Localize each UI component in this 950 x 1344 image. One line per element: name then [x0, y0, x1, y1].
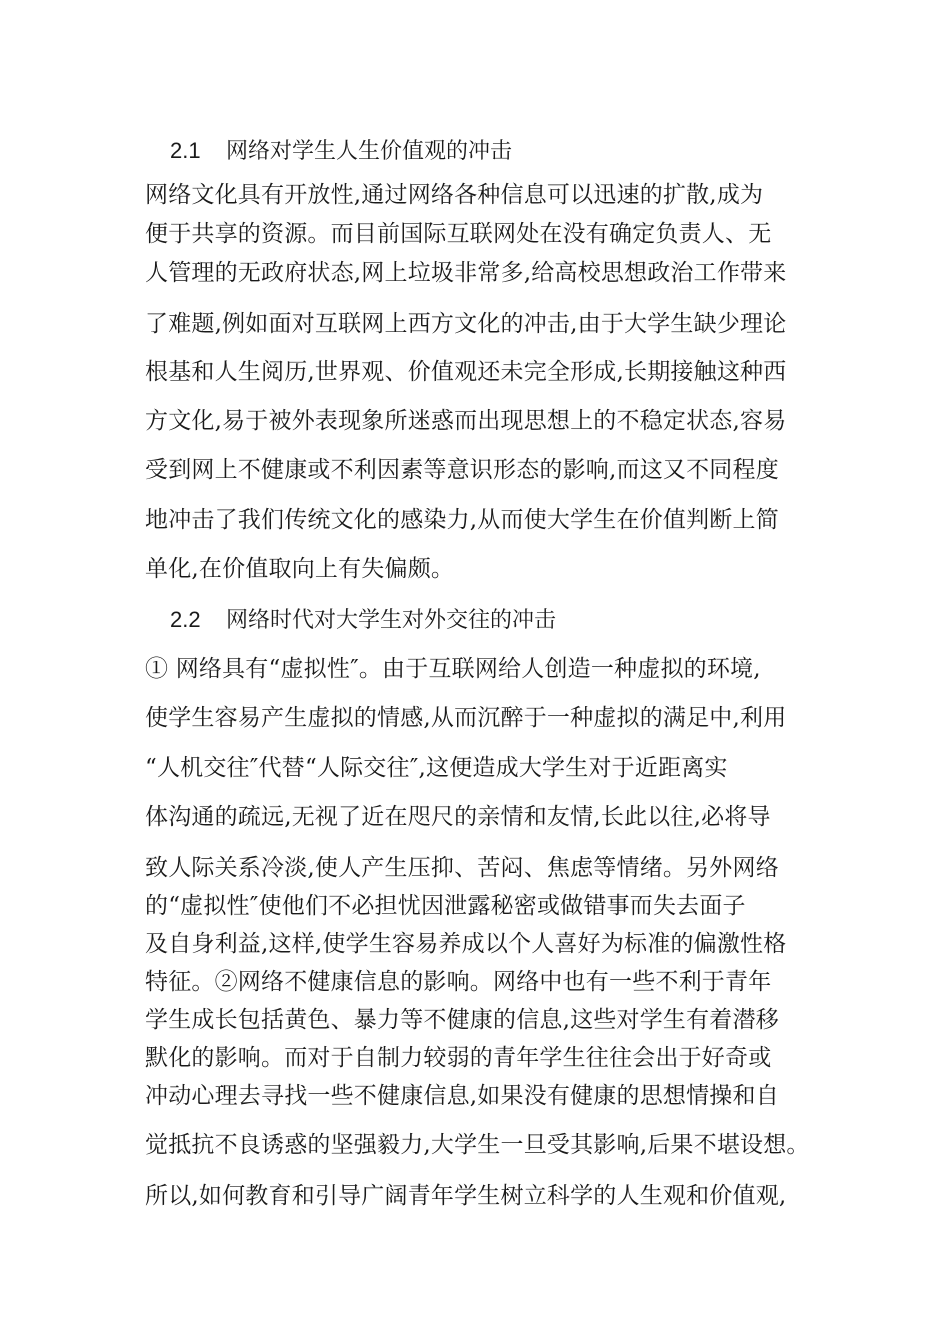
- paragraph-line: 便于共享的资源。而目前国际互联网处在没有确定负责人、无: [145, 221, 772, 247]
- paragraph-line: 默化的影响。而对于自制力较弱的青年学生往往会出于好奇或: [145, 1045, 772, 1071]
- paragraph-line: 学生成长包括黄色、暴力等不健康的信息,这些对学生有着潜移: [145, 1007, 779, 1033]
- paragraph-line: 冲动心理去寻找一些不健康信息,如果没有健康的思想情操和自: [145, 1083, 779, 1109]
- paragraph-line: 单化,在价值取向上有失偏颇。: [145, 556, 455, 582]
- section-number: 2.2: [170, 607, 201, 632]
- paragraph-line: 网络文化具有开放性,通过网络各种信息可以迅速的扩散,成为: [145, 182, 764, 208]
- paragraph-line: 使学生容易产生虚拟的情感,从而沉醉于一种虚拟的满足中,利用: [145, 705, 787, 731]
- paragraph-line: 所以,如何教育和引导广阔青年学生树立科学的人生观和价值观,: [145, 1183, 787, 1209]
- paragraph-line: 的“虚拟性″使他们不必担忧因泄露秘密或做错事而失去面子: [145, 893, 746, 919]
- paragraph-line: 致人际关系冷淡,使人产生压抑、苦闷、焦虑等情绪。另外网络: [145, 855, 779, 881]
- section-number: 2.1: [170, 138, 201, 163]
- paragraph-line: 特征。②网络不健康信息的影响。网络中也有一些不利于青年: [145, 969, 772, 995]
- section-heading-2-2: [170, 605, 556, 636]
- paragraph-line: 受到网上不健康或不利因素等意识形态的影响,而这又不同程度: [145, 457, 779, 483]
- section-title: 网络对学生人生价值观的冲击: [226, 139, 513, 164]
- section-title: 网络时代对大学生对外交往的冲击: [226, 608, 557, 633]
- paragraph-line: 方文化,易于被外表现象所迷惑而出现思想上的不稳定状态,容易: [145, 408, 787, 434]
- section-heading-2-1: [170, 136, 512, 167]
- paragraph-line: 地冲击了我们传统文化的感染力,从而使大学生在价值判断上简: [145, 507, 779, 533]
- paragraph-line: “人机交往″代替“人际交往″,这便造成大学生对于近距离实: [145, 755, 728, 781]
- paragraph-line: 根基和人生阅历,世界观、价值观还未完全形成,长期接触这种西: [145, 359, 787, 385]
- paragraph-line: 人管理的无政府状态,网上垃圾非常多,给高校思想政治工作带来: [145, 260, 787, 286]
- paragraph-line: 及自身利益,这样,使学生容易养成以个人喜好为标准的偏激性格: [145, 931, 787, 957]
- paragraph-line: 觉抵抗不良诱惑的坚强毅力,大学生一旦受其影响,后果不堪设想。: [145, 1132, 810, 1158]
- paragraph-line: 体沟通的疏远,无视了近在咫尺的亲情和友情,长此以往,必将导: [145, 804, 771, 830]
- paragraph-line: 了难题,例如面对互联网上西方文化的冲击,由于大学生缺少理论: [145, 311, 787, 337]
- paragraph-line: ① 网络具有“虚拟性″。由于互联网给人创造一种虚拟的环境,: [145, 656, 761, 682]
